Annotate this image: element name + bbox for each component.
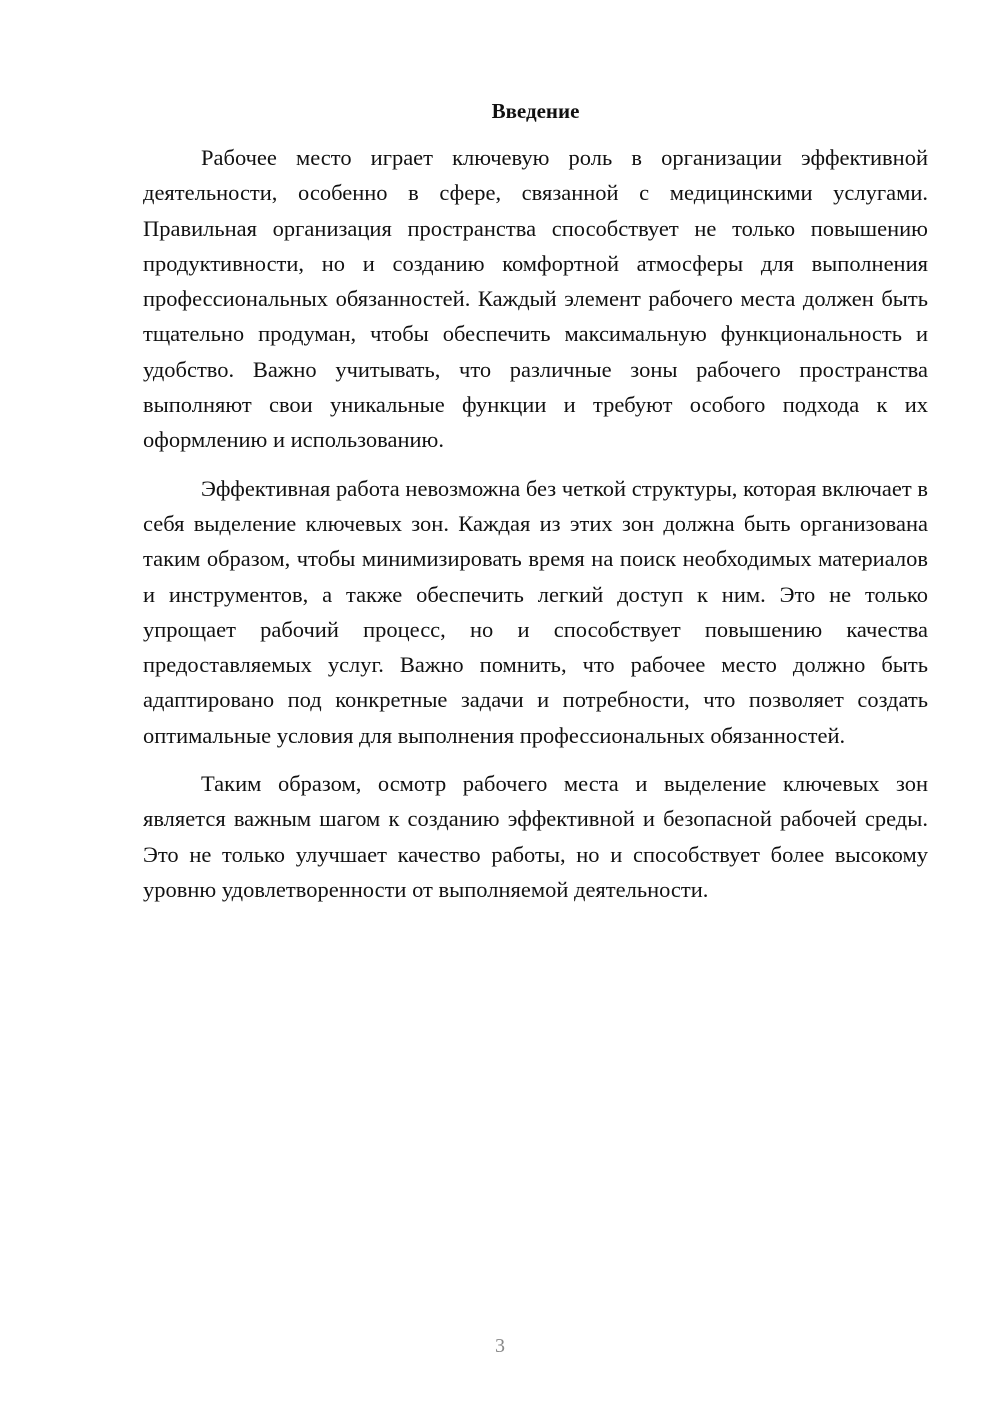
paragraph-3: Таким образом, осмотр рабочего места и выделение ключевых зон является важным шагом к созданию эффективной и безопасной рабочей среды. Это не только улучшает качество работы, но и способствует более высокому уровню удовлетворенности от выполняемой деятельности. [143,771,928,902]
paragraph-1: Рабочее место играет ключевую роль в организации эффективной деятельности, особенно в сфере, связанной с медицинскими услугами. Правильная организация пространства способствует не только повышению продуктивности, но и созданию комфортной атмосферы для выполнения профессиональных обязанностей. Каждый элемент рабочего места должен быть тщательно продуман, чтобы обеспечить максимальную функциональность и удобство. Важно учитывать, что различные зоны рабочего пространства выполняют свои уникальные функции и требуют особого подхода к их оформлению и использованию. [143,145,928,453]
section-title: Введение [491,99,580,123]
page-content [143,96,928,920]
paragraph-2: Эффективная работа невозможна без четкой структуры, которая включает в себя выделение ключевых зон. Каждая из этих зон должна быть организована таким образом, чтобы минимизировать время на поиск необходимых материалов и инструментов, а также обеспечить легкий доступ к ним. Это не только упрощает рабочий процесс, но и способствует повышению качества предоставляемых услуг. Важно помнить, что рабочее место должно быть адаптировано под конкретные задачи и потребности, что позволяет создать оптимальные условия для выполнения профессиональных обязанностей. [143,475,928,748]
page-number: 3 [495,1335,505,1357]
